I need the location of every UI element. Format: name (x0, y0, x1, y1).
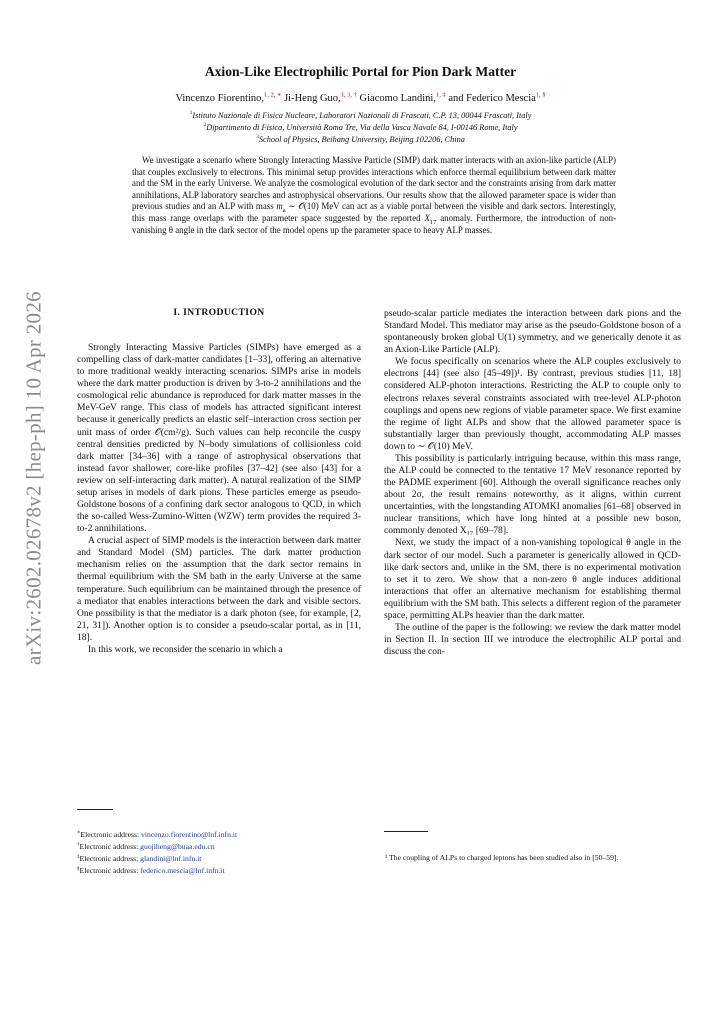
footnote-1: ¹ The coupling of ALPs to charged leptons has been studied also in [50–59]. (385, 853, 619, 862)
email-link[interactable]: glandini@lnf.infn.it (140, 854, 202, 863)
paragraph: In this work, we reconsider the scenario in which a (88, 643, 283, 655)
paragraph: pseudo-scalar particle mediates the interaction between dark pions and the Standard Model. This mediator may arise as the pseudo-Goldstone boson of a spontaneously broken global U(1) symmetry, and we generically denote it as an Axion-Like Particle (ALP). (384, 308, 681, 356)
author-name: Ji-Heng Guo, (284, 93, 341, 104)
author-marker[interactable]: 1, § (535, 91, 546, 99)
right-column (384, 308, 681, 658)
email-link[interactable]: guojiheng@buaa.edu.cn (140, 842, 215, 851)
author-marker[interactable]: 1, ‡ (435, 91, 446, 99)
paragraph: This possibility is particularly intriguing because, within this mass range, the ALP could be connected to the tentative 17 MeV resonance reported by the PADME experiment [60]. Although the overall significance reaches only about 2σ, the result remains noteworthy, as it aligns, within current uncertainties, with the longstanding ATOMKI anomalies [61–68] observed in nuclear transitions, which have long hinted at a possible new boson, commonly denoted X₁₇ [69–78]. (384, 452, 681, 537)
paragraph: Strongly Interacting Massive Particles (SIMPs) have emerged as a compelling class of dark-matter candidates [1–33], offering an alternative to more traditional weakly interacting scenarios. SIMPs arise in models where the dark matter production is driven by 3-to-2 annihilations and the cosmological relic abundance is reproduced for dark matter masses in the MeV-GeV range. This class of models has attracted significant interest because it generically predicts an elastic self–interaction cross section per unit mass of order 𝒪(cm²/g). Such values can help reconcile the cuspy central densities predicted by N–body simulations of collisionless cold dark matter [34–36] with a range of astrophysical observations that instead favor shallower, core-like profiles [37–42] (see also [43] for a review on self-interacting dark matter). A natural realization of the SIMP setup arises in models of dark pions. These particles emerge as pseudo-Goldstone bosons of a confining dark sector analogous to QCD, in which the so-called Wess-Zumino-Witten (WZW) term provides the required 3-to-2 annihilations. (77, 342, 361, 535)
footnote: ‡Electronic address: glandini@lnf.infn.it (77, 854, 202, 863)
arxiv-id: arXiv:2602.02678v2 [hep-ph] 10 Apr 2026 (21, 291, 46, 665)
footnote: §Electronic address: federico.mescia@lnf.infn.it (77, 866, 225, 875)
arxiv-watermark (8, 283, 60, 673)
footnote: ∗Electronic address: vincenzo.fiorentino@lnf.infn.it (77, 830, 238, 839)
affiliation: $^2$Dipartimento di Fisica, Università Roma Tre, Via della Vasca Navale 84, I-00146 Rome, Italy (203, 122, 518, 132)
author-marker[interactable]: 1, 2, ∗ (264, 91, 282, 99)
abstract: We investigate a scenario where Strongly Interacting Massive Particle (SIMP) dark matter interacts with an axion-like particle (ALP) that couples exclusively to electrons. This minimal setup provides interactions which enforce thermal equilibrium between dark matter and the SM in the early Universe. We analyze the cosmological evolution of the dark sector and the constraints arising from dark matter annihilations, ALP laboratory searches and astrophysical observations. Our results show that the allowed parameter space is wider than previous studies and an ALP with mass $m_a$ ∼ 𝒪(10) MeV can act as a viable portal between the visible and dark sectors. Interestingly, this mass range overlaps with the parameter space suggested by the reported $X_{17}$ anomaly. Furthermore, the introduction of non-vanishing θ angle in the dark sector of the model opens up the parameter space to heavy ALP masses. (132, 155, 617, 235)
author-name: Giacomo Landini, (359, 93, 436, 104)
email-link[interactable]: federico.mescia@lnf.infn.it (140, 866, 225, 875)
paragraph: A crucial aspect of SIMP models is the interaction between dark matter and Standard Model (SM) particles. The dark matter production mechanism relies on the assumption that the dark sector remains in thermal equilibrium with the SM bath in the early Universe at the same temperature. Such equilibrium can be maintained through the presence of a mediator that enables interactions between the dark and visible sectors. One possibility is that the mediator is a dark photon (see, for example, [2, 21, 31]). Another option is to consider a pseudo-scalar portal, as in [11, 18]. (77, 535, 361, 643)
footnote: †Electronic address: guojiheng@buaa.edu.cn (77, 842, 215, 851)
paragraph: We focus specifically on scenarios where the ALP couples exclusively to electrons [44] (see also [45–49])¹. By contrast, previous studies [11, 18] considered ALP-photon interactions. Restricting the ALP to couple only to electrons relaxes several constraints associated with tree-level ALP-photon couplings and opens new regions of viable parameter space. We first examine the regime of light ALPs and show that the allowed parameter space is substantially larger than previously thought, accommodating ALP masses down to ∼ 𝒪(10) MeV. (384, 356, 681, 452)
paragraph: Next, we study the impact of a non-vanishing topological θ angle in the dark sector of our model. Such a parameter is generically allowed in QCD-like dark sectors and, unlike in the SM, there is no experimental motivation to set it to zero. We show that a non-zero θ angle induces additional interactions that offer an alternative mechanism for establishing thermal equilibrium with the SM bath. This selects a different region of the parameter space, permitting ALPs heavier than the dark matter. (384, 537, 681, 621)
affiliation: $^1$Istituto Nazionale di Fisica Nucleare, Laboratori Nazionali di Frascati, C.P. 13, 00044 Frascati, Italy (189, 110, 532, 120)
email-link[interactable]: vincenzo.fiorentino@lnf.infn.it (141, 830, 238, 839)
author-name: Vincenzo Fiorentino, (175, 93, 265, 104)
author-list (0, 93, 721, 104)
footnote-rule (384, 831, 428, 832)
affiliation: $^3$School of Physics, Beihang University, Beijing 102206, China (256, 134, 465, 144)
section-heading: I. INTRODUCTION (173, 307, 265, 318)
author-marker[interactable]: 1, 3, † (340, 91, 357, 99)
author-name: and Federico Mescia (448, 93, 536, 104)
paper-title: Axion-Like Electrophilic Portal for Pion Dark Matter (204, 64, 517, 79)
footnote-rule (77, 809, 113, 810)
left-column (77, 342, 361, 656)
paragraph: The outline of the paper is the following: we review the dark matter model in Section II. In section III we introduce the electrophilic ALP portal and discuss the con- (384, 622, 681, 658)
